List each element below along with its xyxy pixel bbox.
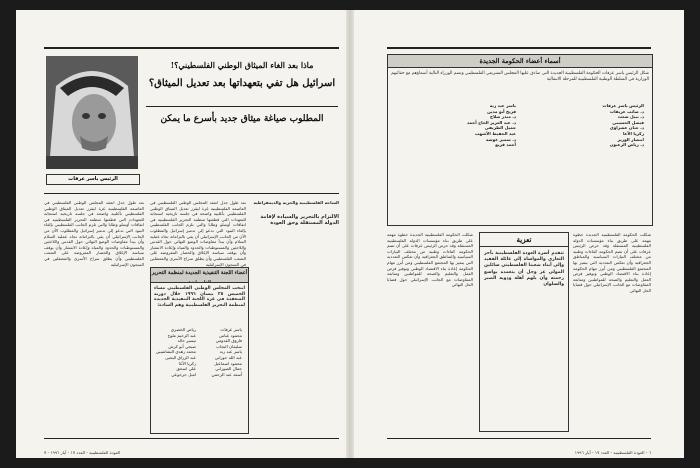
- government-box-title: أسماء أعضاء الحكومة الجديدة: [388, 55, 652, 68]
- member-name: جمال الصوراني: [215, 366, 242, 372]
- minister-name: زكريا الآغا: [622, 130, 644, 136]
- members-column-2: [154, 327, 196, 377]
- minister-name: الرئيس ياسر عرفات: [602, 103, 644, 108]
- executive-box-title-bar: [150, 267, 249, 283]
- section-rule: [44, 193, 339, 194]
- ministers-column-2: [396, 103, 516, 148]
- top-rule: [44, 47, 339, 49]
- minister-name: جميل الطريفي: [484, 125, 516, 131]
- footer-rule: [387, 438, 651, 439]
- headline-question: ماذا بعد الغاء الميثاق الوطني الفلسطيني؟!: [170, 60, 314, 70]
- minister-name: فيصل الحسيني: [612, 119, 644, 125]
- left-footer: العودة الفلسطينية - العدد ١٧ - آيار ١٩٩٦ - ٧: [44, 450, 121, 455]
- member-name: سليمان النجاب: [216, 343, 242, 349]
- member-name: عبد الرزاق اليحيى: [165, 354, 196, 360]
- right-lower-left-text: شكلت الحكومة الفلسطينية الجديدة خطوة مهمة على طريق بناء مؤسسات الدولة الفلسطينية المستقلة وقد حرص الرئيس عرفات على أن تضم الحكومة كفاءات وطنية من مختلف التيارات السياسية والمناطق الجغرافية وأن تعكس التعددية التي يتميز بها المجتمع الفلسطيني ومن أبرز مهام الحكومة إعادة بناء الاقتصاد الوطني وتوفير فرص العمل والتعليم والصحة للمواطنين ومتابعة المفاوضات مع الجانب الإسرائيلي حول قضايا الحل النهائي: [387, 232, 473, 288]
- minister-name: د. عبد العزيز الحاج أحمد: [466, 119, 516, 125]
- executive-committee-box: [150, 282, 249, 434]
- member-name: ياسر عبد ربه: [219, 349, 242, 355]
- condolence-box-title: تعزية: [480, 233, 568, 247]
- minister-name: أحمد قريع: [495, 142, 516, 148]
- executive-box-title: أعضاء اللجنة التنفيذية الجديدة لمنظمة التحرير: [151, 270, 248, 276]
- left-page: [16, 10, 350, 458]
- right-footer: ٦ - العودة الفلسطينية - العدد ١٧ - آيار ١٩٩٦: [574, 450, 651, 455]
- member-name: فاروق القدومي: [215, 338, 242, 344]
- minister-name: ياسر عبد ربه: [489, 103, 516, 108]
- headline-main: اسرائيل هل تفي بتعهداتها بعد تعديل الميثاق؟: [148, 78, 336, 89]
- minister-name: انتصار الوزير: [617, 136, 644, 142]
- member-name: عبد الرحيم ملوح: [167, 332, 196, 338]
- member-name: صبحي أبو كرش: [168, 343, 196, 349]
- condolence-box: [479, 232, 569, 432]
- top-rule: [387, 47, 651, 49]
- condolence-box-text: تتقدم أسرة العودة الفلسطينية بأحر التعازي والمواساة إلى عائلة الفقيد وإلى أبناء شعبنا الفلسطيني سائلين المولى عز وجل أن يتغمده بواسع رحمته وأن يلهم أهله وذويه الصبر والسلوان: [484, 251, 564, 288]
- headline-sub: المطلوب صياغة ميثاق جديد بأسرع ما يمكن: [160, 114, 324, 124]
- member-name: علي اسحق: [176, 366, 196, 372]
- photo-caption: الرئيس ياسر عرفات: [46, 174, 140, 185]
- footer-rule: [44, 438, 339, 439]
- left-body-text: بعد طول جدل انعقد المجلس الوطني الفلسطيني في العاصمة الفلسطينية غزة ليقرر تعديل الميثاق الوطني الفلسطيني بأغلبية واضحة في جلسة تاريخية استجابة للتعهدات التي قطعتها منظمة التحرير الفلسطينية في اتفاقات أوسلو وطابا والتي تلزم الجانب الفلسطيني بإلغاء البنود التي تدعو إلى تدمير إسرائيل والمطلوب الآن من الجانب الإسرائيلي أن يفي بالتزاماته تجاه عملية السلام وأن يبدأ مفاوضات الوضع النهائي حول القدس واللاجئين والمستوطنات والحدود والمياه وإعادة الانتشار وأن يوقف سياسة الإغلاق والحصار المفروضة على الشعب الفلسطيني وأن يطلق سراح الأسرى والمعتقلين في السجون الإسرائيلية: [150, 200, 246, 267]
- member-name: ياسر عرفات: [220, 327, 242, 332]
- minister-name: د. صائب عريقات: [609, 108, 644, 114]
- member-name: تيسير خالد: [177, 338, 196, 344]
- minister-name: عبد الحفيظ الأشهب: [474, 130, 516, 136]
- minister-name: د. نبيل شعث: [617, 114, 644, 120]
- member-name: محمد زهدي النشاشيبي: [155, 349, 196, 355]
- side-column-heading: الساحة الفلسطينية والحرية والديمقراطية: [253, 200, 339, 205]
- minister-name: فريح أبو مدين: [487, 108, 516, 114]
- side-column: [251, 200, 339, 450]
- minister-name: د. رياض الزعنون: [609, 142, 644, 148]
- magazine-spread: [16, 10, 684, 458]
- right-page: [351, 10, 684, 458]
- left-lower-body-text: بعد طول جدل انعقد المجلس الوطني الفلسطيني في العاصمة الفلسطينية غزة ليقرر تعديل الميثاق الوطني الفلسطيني بأغلبية واضحة في جلسة تاريخية استجابة للتعهدات التي قطعتها منظمة التحرير الفلسطينية في اتفاقات أوسلو وطابا والتي تلزم الجانب الفلسطيني بإلغاء البنود التي تدعو إلى تدمير إسرائيل والمطلوب الآن من الجانب الإسرائيلي أن يفي بالتزاماته تجاه عملية السلام وأن يبدأ مفاوضات الوضع النهائي حول القدس واللاجئين والمستوطنات والحدود والمياه وإعادة الانتشار وأن يوقف سياسة الإغلاق والحصار المفروضة على الشعب الفلسطيني وأن يطلق سراح الأسرى والمعتقلين في السجون الإسرائيلية: [44, 200, 144, 267]
- government-box-text: شكل الرئيس ياسر عرفات الحكومة الفلسطينية الجديدة التي صادق عليها المجلس التشريعي الفلسطيني وتضم الوزراء التالية أسماؤهم مع حقائبهم الوزارية في السلطة الوطنية الفلسطينية للمرحلة الانتقالية: [391, 71, 649, 82]
- minister-name: د. منذر صلاح: [489, 114, 516, 120]
- member-name: عبد الله حوراني: [214, 354, 242, 360]
- right-lower-right-text: شكلت الحكومة الفلسطينية الجديدة خطوة مهمة على طريق بناء مؤسسات الدولة الفلسطينية المستقلة وقد حرص الرئيس عرفات على أن تضم الحكومة كفاءات وطنية من مختلف التيارات السياسية والمناطق الجغرافية وأن تعكس التعددية التي يتميز بها المجتمع الفلسطيني ومن أبرز مهام الحكومة إعادة بناء الاقتصاد الوطني وتوفير فرص العمل والتعليم والصحة للمواطنين ومتابعة المفاوضات مع الجانب الإسرائيلي حول قضايا الحل النهائي: [573, 232, 651, 293]
- member-name: أسعد عبد الرحمن: [211, 371, 242, 377]
- members-column-1: [200, 327, 242, 377]
- left-lower-body: [44, 200, 144, 432]
- government-box: [387, 54, 653, 226]
- side-column-subheading: الالتزام بالتحرير والسيادة لإقامة الدولة المستقلة وحق العودة: [260, 213, 339, 227]
- member-name: اميل جرجوعي: [171, 371, 196, 377]
- portrait-photo: [46, 56, 138, 169]
- headline-divider: [146, 106, 338, 107]
- member-name: زكريا الآغا: [178, 360, 196, 366]
- member-name: رياض الخضري: [170, 327, 196, 332]
- minister-name: د. سمير غوشة: [485, 136, 516, 142]
- ministers-column-1: [524, 103, 644, 148]
- member-name: محمود عباس: [219, 332, 242, 338]
- member-name: محمود اسماعيل: [213, 360, 242, 366]
- minister-name: د. حنان عشراوي: [609, 125, 644, 131]
- executive-box-text: انتخب المجلس الوطني الفلسطيني مساء الخميس ٢٥ نيسان ١٩٩٦ خلال دورته المنعقدة في غزة اللجنة التنفيذية الجديدة لمنظمة التحرير الفلسطينية وهم السادة:: [154, 286, 245, 308]
